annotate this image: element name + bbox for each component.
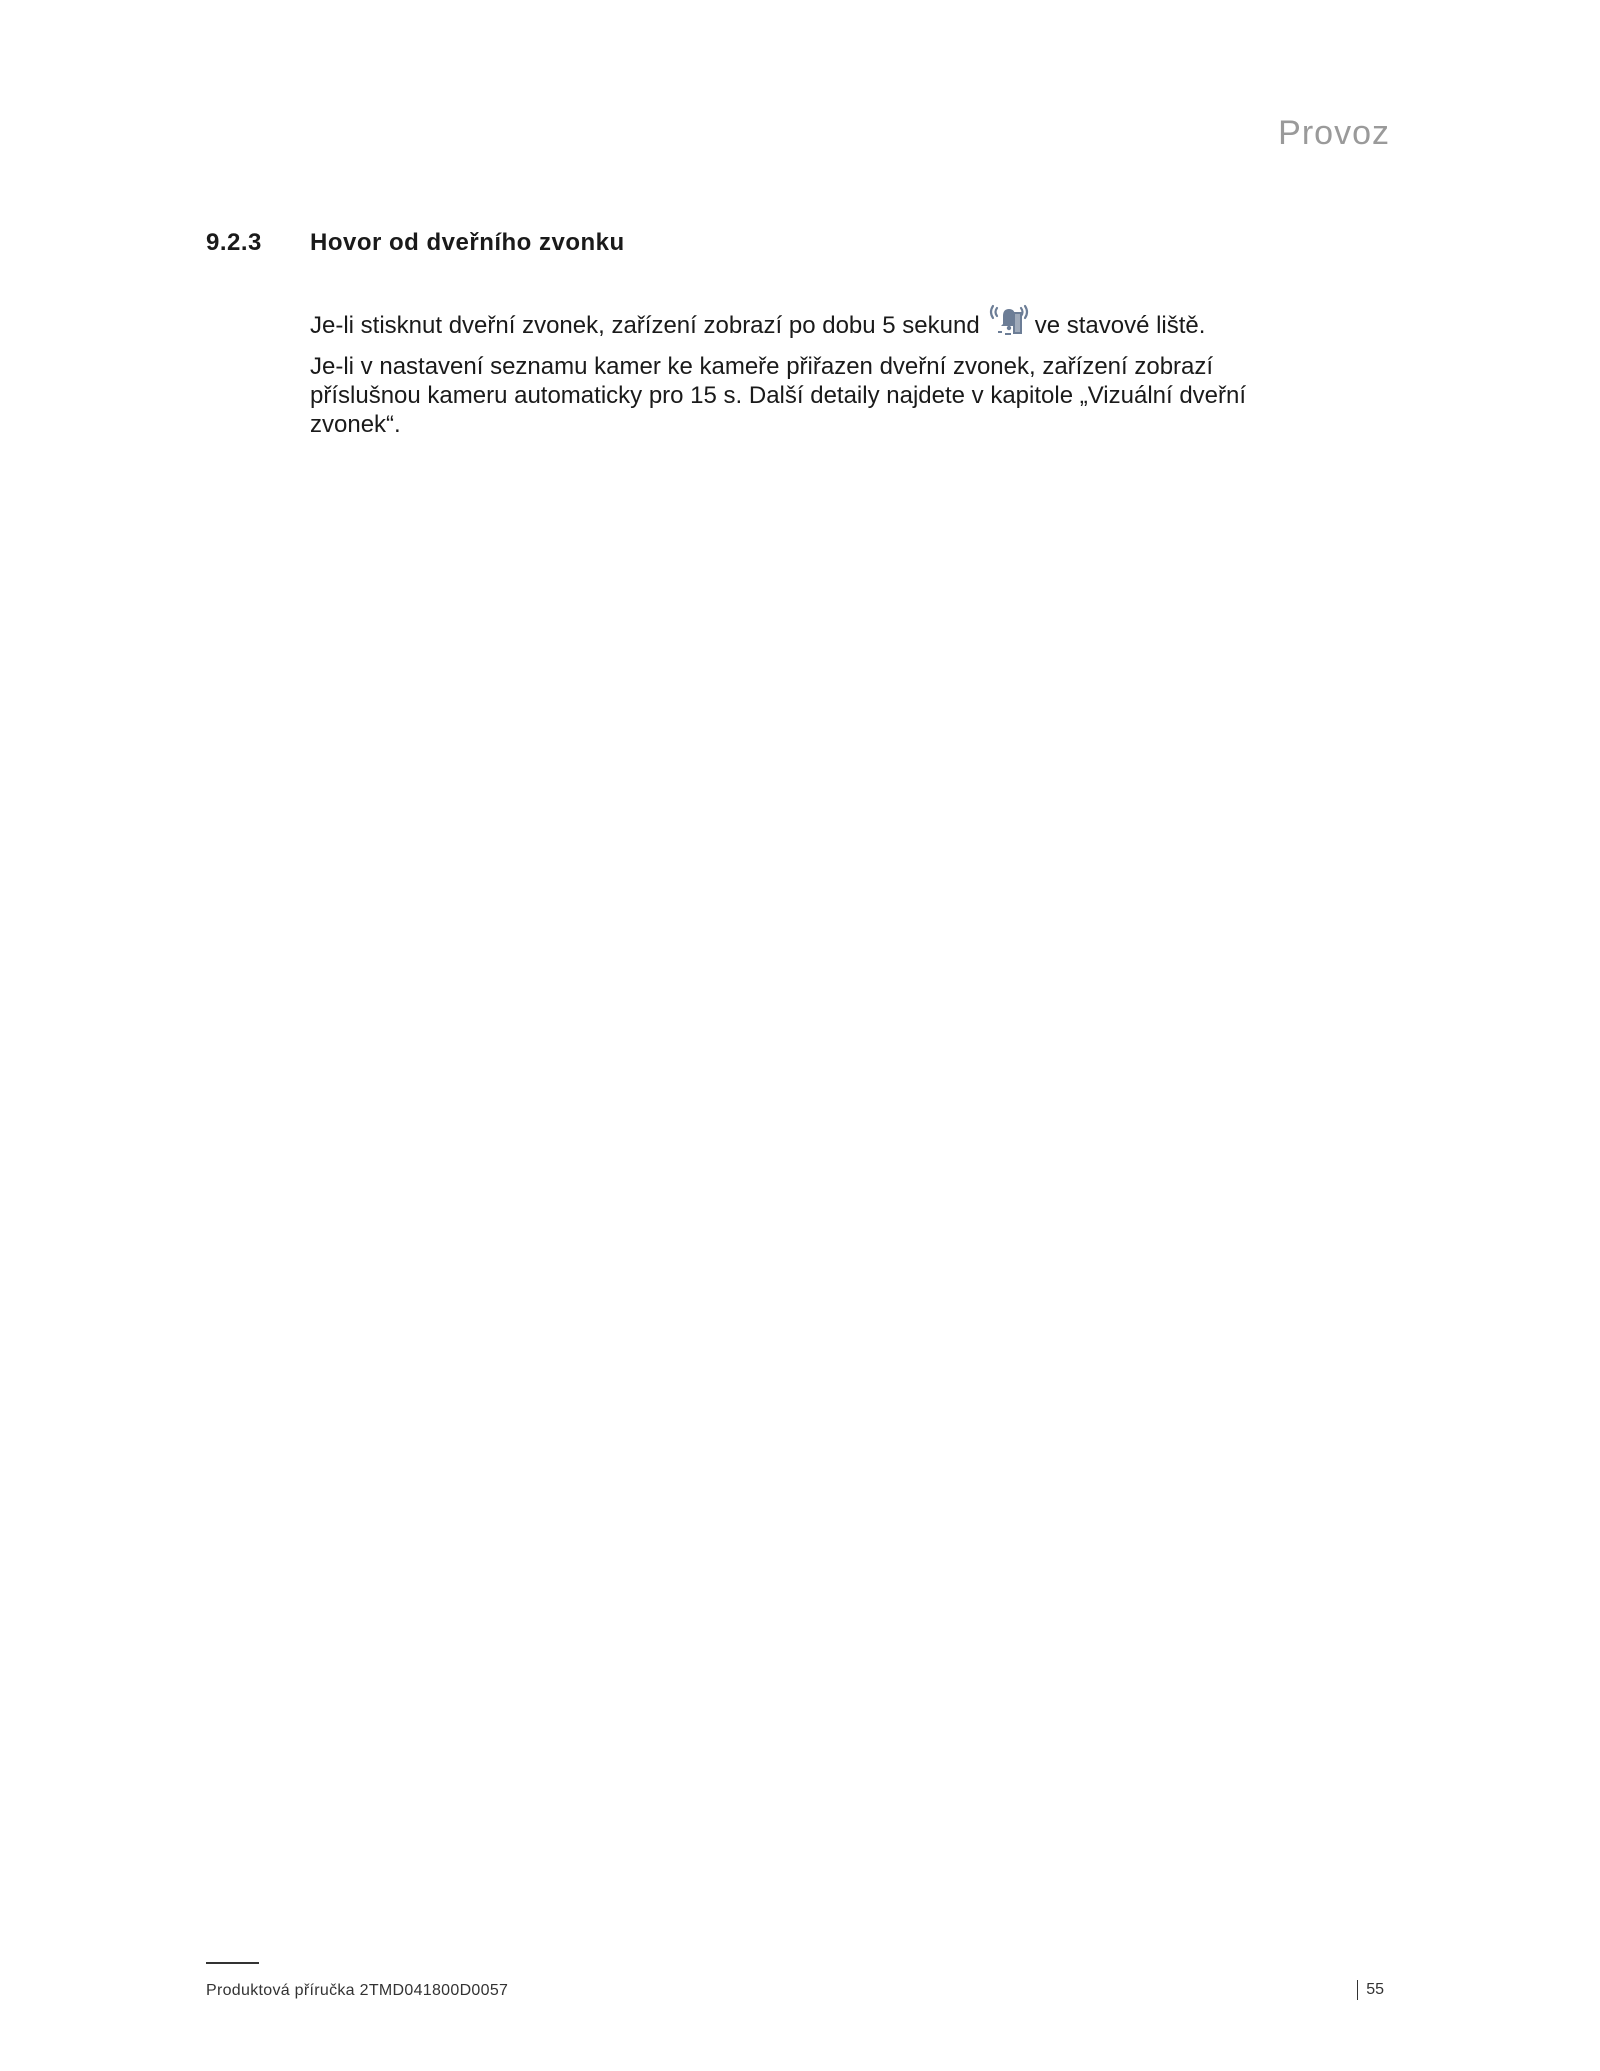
paragraph-text-before-icon: Je-li stisknut dveřní zvonek, zařízení zobrazí po dobu 5 sekund <box>310 312 980 339</box>
page-number: 55 <box>1366 1981 1384 1998</box>
paragraph-line: Je-li v nastavení seznamu kamer ke kameře přiřazen dveřní zvonek, zařízení zobrazí <box>310 353 1214 380</box>
chapter-header: Provoz <box>1278 114 1390 152</box>
footer-document-title: Produktová příručka 2TMD041800D0057 <box>206 1982 509 1999</box>
footer-rule <box>206 1962 259 1964</box>
paragraph-camera-list <box>310 352 1310 439</box>
paragraph-line: příslušnou kameru automaticky pro 15 s. Další detaily najdete v kapitole „Vizuální dveřní <box>310 382 1247 409</box>
paragraph-text-after-icon: ve stavové liště. <box>1034 312 1206 339</box>
paragraph-line: zvonek“. <box>310 411 401 438</box>
section-heading <box>206 229 625 257</box>
footer-page <box>1357 1980 1384 2000</box>
section-number: 9.2.3 <box>206 229 262 256</box>
doorbell-ringing-icon <box>986 298 1032 338</box>
section-body <box>310 298 1310 451</box>
paragraph-doorbell-status <box>310 298 1310 340</box>
section-title: Hovor od dveřního zvonku <box>310 229 625 256</box>
page-separator <box>1357 1980 1358 2000</box>
